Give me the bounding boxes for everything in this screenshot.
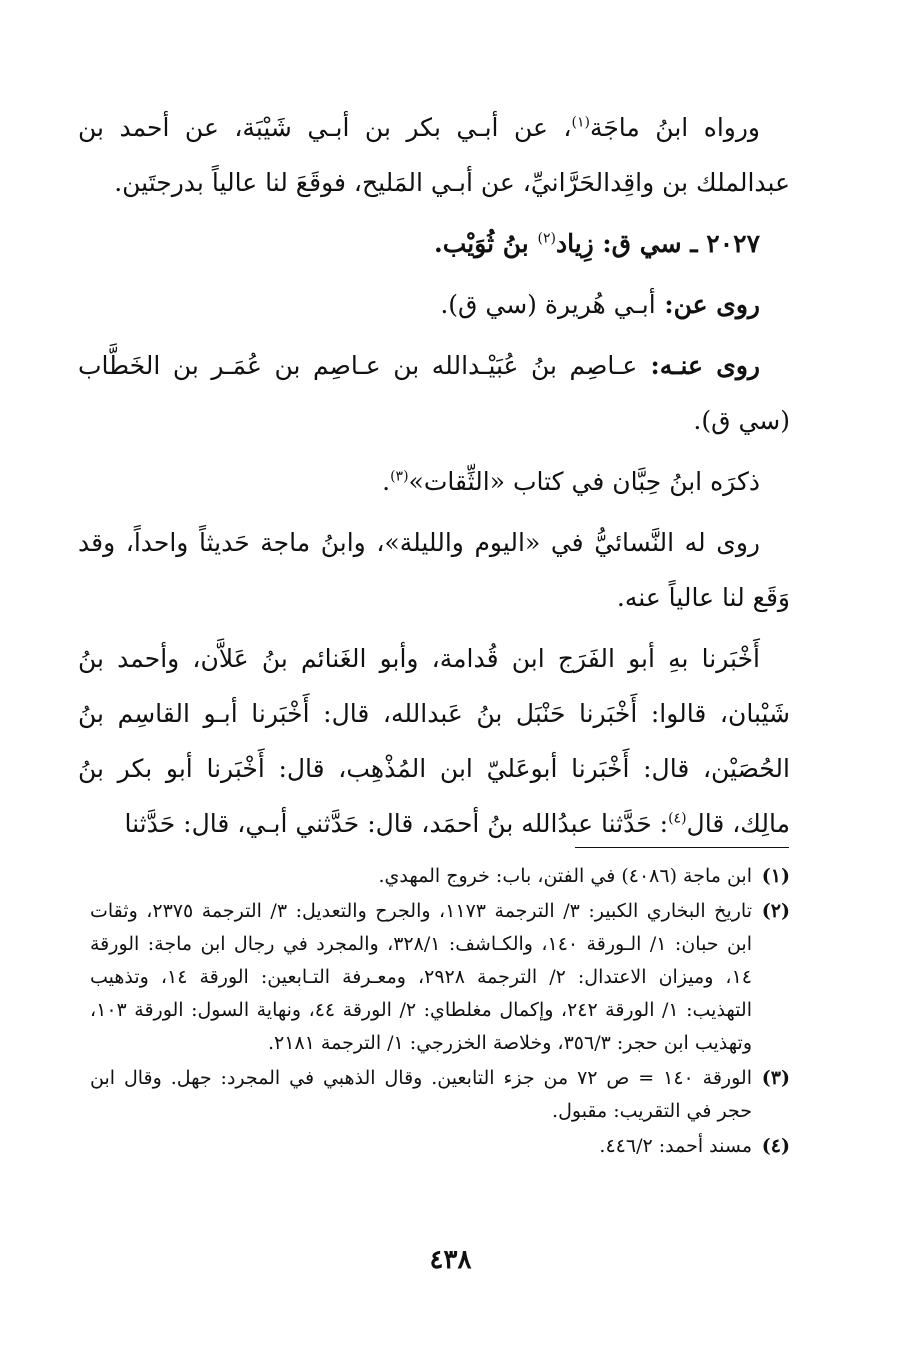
page-number: ٤٣٨ [429, 1245, 472, 1275]
footnote-text: الورقة ١٤٠ = ص ٧٢ من جزء التابعين. وقال الذهبي في المجرد: جهل. وقال ابن حجر في التقريب: مقبول. [90, 1067, 752, 1122]
footnote-text: ابن ماجة (٤٠٨٦) في الفتن، باب: خروج المهدي. [378, 865, 752, 887]
entry-name-b: بنُ ثُوَيْب. [433, 229, 538, 258]
paragraph-6-text: روى له النَّسائيُّ في «اليوم والليلة»، وابنُ ماجة حَديثاً واحداً، وقد وَقَع لنا عالياً عنه. [78, 528, 790, 612]
narrated-by [78, 338, 790, 448]
paragraph-5-text-b: . [382, 467, 391, 496]
footnote-number: (٢) [761, 900, 790, 922]
footnote-number: (٤) [761, 1135, 790, 1157]
footnote-4 [90, 1130, 790, 1163]
footnote-3 [90, 1062, 790, 1128]
footnote-2 [90, 895, 790, 1060]
footnotes [90, 860, 790, 1165]
footnote-text: مسند أحمد: ٤٤٦/٢. [599, 1135, 752, 1157]
entry-heading [78, 216, 790, 271]
footnote-ref-1: (١) [571, 114, 590, 131]
footnote-divider [575, 847, 789, 848]
footnote-number: (٣) [761, 1067, 790, 1089]
paragraph-5 [78, 454, 790, 509]
narrated-by-label: روى عنـه: [637, 351, 760, 380]
paragraph-1-text-a: ورواه ابنُ ماجَة [589, 113, 760, 142]
footnote-ref-2: (٢) [537, 230, 556, 247]
paragraph-7-text-b: : حَدَّثنا عبدُالله بنُ أحمَد، قال: حَدَّثني أبـي، قال: حَدَّثنا [124, 809, 669, 838]
narrated-from [78, 277, 790, 332]
paragraph-7-text-a: أَخْبَرنا بهِ أبو الفَرَج ابن قُدامة، وأبو الغَنائم بنُ عَلاَّن، وأحمد بنُ شَيْبان، قالوا: أَخْبَرنا حَنْبَل بنُ عَبدالله، قال: أَخْبَرنا أبـو القاسِم بنُ الحُصَيْن، قال: أَخْبَرنا أبوعَليّ ابن المُذْهِب، قال: أَخْبَرنا أبو بكر بنُ مالِك، قال [78, 644, 790, 838]
footnote-text: تاريخ البخاري الكبير: ٣/ الترجمة ١١٧٣، والجرح والتعديل: ٣/ الترجمة ٢٣٧٥، وثقات ابن حبان: ١/ الـورقة ١٤٠، والكـاشف: ٣٢٨/١، والمجرد في رجال ابن ماجة: الورقة ١٤، وميزان الاعتدال: ٢/ الترجمة ٢٩٢٨، ومعـرفة التـابعين: الورقة ١٤، وتذهيب التهذيب: ١/ الورقة ٢٤٢، وإكمال مغلطاي: ٢/ الورقة ٤٤، ونهاية السول: الورقة ١٠٣، وتهذيب ابن حجر: ٣٥٦/٣، وخلاصة الخزرجي: ١/ الترجمة ٢١٨١. [90, 900, 752, 1054]
footnote-ref-4: (٤) [668, 810, 687, 827]
paragraph-6 [78, 515, 790, 625]
main-text [78, 100, 790, 857]
paragraph-5-text-a: ذكرَه ابنُ حِبَّان في كتاب «الثِّقات» [408, 467, 760, 496]
entry-number-label: ٢٠٢٧ ـ سي ق: [593, 229, 760, 258]
footnote-number: (١) [761, 865, 790, 887]
paragraph-1-text-b: ، عن أبـي بكر بن أبـي شَيْبَة، عن أحمد بن عبدالملك بن واقِدالحَرَّانيِّ، عن أبـي المَليح، فوقَعَ لنا عالياً بدرجتَين. [78, 113, 790, 197]
narrated-by-text: عـاصِم بنُ عُبَيْـدالله بن عـاصِم بن عُمَـر بن الخَطَّاب (سي ق). [78, 351, 790, 435]
entry-name-a: زِياد [555, 229, 594, 258]
footnote-1 [90, 860, 790, 893]
paragraph-7 [78, 631, 790, 851]
narrated-from-text: أبـي هُريرة (سي ق). [440, 290, 656, 319]
narrated-from-label: روى عن: [655, 290, 760, 319]
paragraph-1 [78, 100, 790, 210]
footnote-ref-3: (٣) [390, 468, 409, 485]
